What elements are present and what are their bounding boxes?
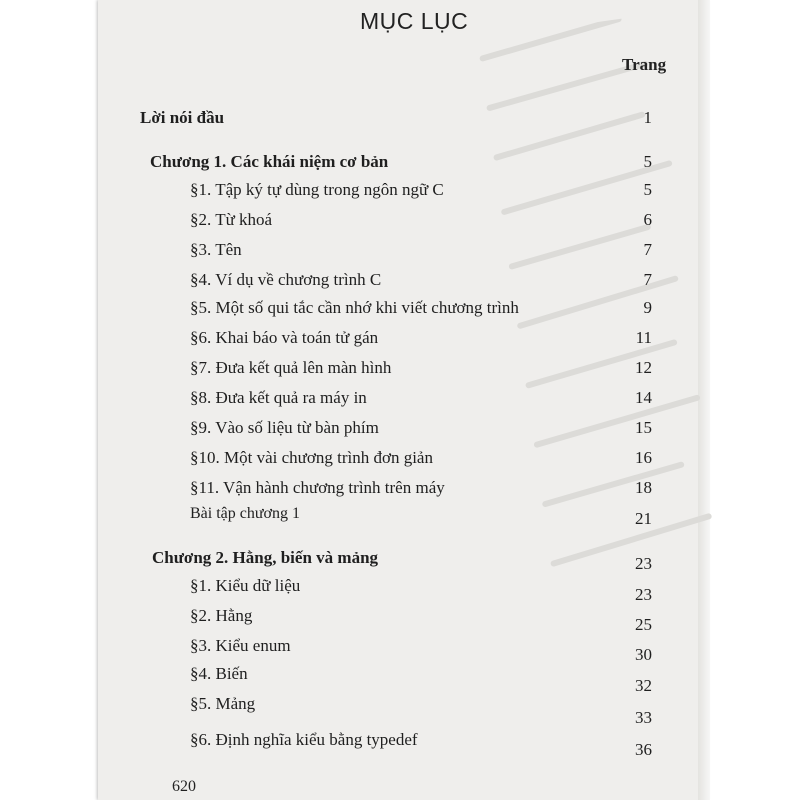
toc-entry-label: §7. Đưa kết quả lên màn hình (190, 358, 392, 377)
toc-entry (190, 448, 652, 474)
toc-entry (190, 240, 652, 266)
toc-entry (190, 180, 652, 206)
toc-entry-page: 15 (635, 418, 652, 437)
page-title: MỤC LỤC (360, 8, 469, 34)
toc-entry-label: Chương 2. Hằng, biến và mảng (152, 548, 379, 567)
toc-entry-page: 11 (635, 328, 652, 347)
toc-entry (190, 576, 652, 602)
toc-entry-page: 7 (643, 270, 652, 289)
toc-entry-page: 32 (635, 676, 652, 695)
toc-entry-page: 23 (635, 585, 652, 604)
toc-entry-page: 25 (635, 615, 652, 634)
toc-entry-page: 6 (643, 210, 652, 229)
toc-entry-page: 16 (635, 448, 652, 467)
toc-entry (190, 270, 652, 296)
toc-entry-page: 33 (635, 708, 652, 727)
toc-entry (140, 108, 652, 134)
toc-chapter (152, 548, 652, 574)
toc-entry (190, 664, 652, 695)
toc-entry (190, 636, 652, 662)
toc-entry-page: 23 (635, 554, 652, 573)
toc-entry-label: §1. Kiểu dữ liệu (190, 576, 301, 595)
toc-entry-label: §1. Tập ký tự dùng trong ngôn ngữ C (190, 180, 444, 199)
toc-entry (190, 388, 652, 414)
toc-entry-label: §5. Mảng (190, 694, 256, 713)
toc-entry-page: 12 (635, 358, 652, 377)
toc-entry (190, 730, 652, 759)
toc-entry-page: 9 (643, 298, 652, 317)
toc-entry (190, 328, 652, 354)
toc-entry-label: §6. Định nghĩa kiểu bằng typedef (190, 730, 418, 749)
toc-entry-page: 14 (635, 388, 652, 407)
toc-entry (190, 298, 652, 324)
toc-entry-page: 5 (643, 180, 652, 199)
toc-entry-label: §4. Ví dụ về chương trình C (190, 270, 382, 289)
toc-entry-label: §2. Hằng (190, 606, 253, 625)
toc-entry (190, 606, 652, 632)
toc-entry (190, 418, 652, 444)
toc-entry-page: 36 (635, 740, 652, 759)
page-column-header: Trang (622, 55, 667, 74)
toc-entry-label: §3. Tên (190, 240, 242, 259)
toc-entry (190, 694, 652, 727)
toc-entry-page: 30 (635, 645, 652, 664)
toc-entry-label: §8. Đưa kết quả ra máy in (190, 388, 367, 407)
toc-chapter (150, 152, 652, 178)
toc-entry-label: Chương 1. Các khái niệm cơ bản (150, 152, 389, 171)
toc-entry-page: 7 (643, 240, 652, 259)
toc-entry-label: §9. Vào số liệu từ bàn phím (190, 418, 379, 437)
toc-entry-label: §3. Kiểu enum (190, 636, 291, 655)
toc-entry (190, 358, 652, 384)
page-number-footer: 620 (172, 778, 196, 795)
toc-entry-label: Lời nói đầu (140, 108, 225, 127)
toc-entry (190, 478, 652, 504)
toc-entry-label: §2. Từ khoá (190, 210, 273, 229)
toc-entry-label: §11. Vận hành chương trình trên máy (190, 478, 445, 497)
toc-entry-label: §6. Khai báo và toán tử gán (190, 328, 379, 347)
toc-entry-label: §5. Một số qui tắc cần nhớ khi viết chương trình (190, 298, 519, 317)
toc-entry-page: 1 (643, 108, 652, 127)
toc-entry-label: §4. Biến (190, 664, 248, 683)
toc-entry (190, 210, 652, 236)
toc-entry-page: 18 (635, 478, 652, 497)
toc-entry-page: 5 (643, 152, 652, 171)
toc-entry-page: 21 (635, 509, 652, 528)
toc-entry-label: Bài tập chương 1 (190, 505, 300, 522)
toc-entry-label: §10. Một vài chương trình đơn giản (190, 448, 433, 467)
toc-entry (190, 505, 652, 531)
